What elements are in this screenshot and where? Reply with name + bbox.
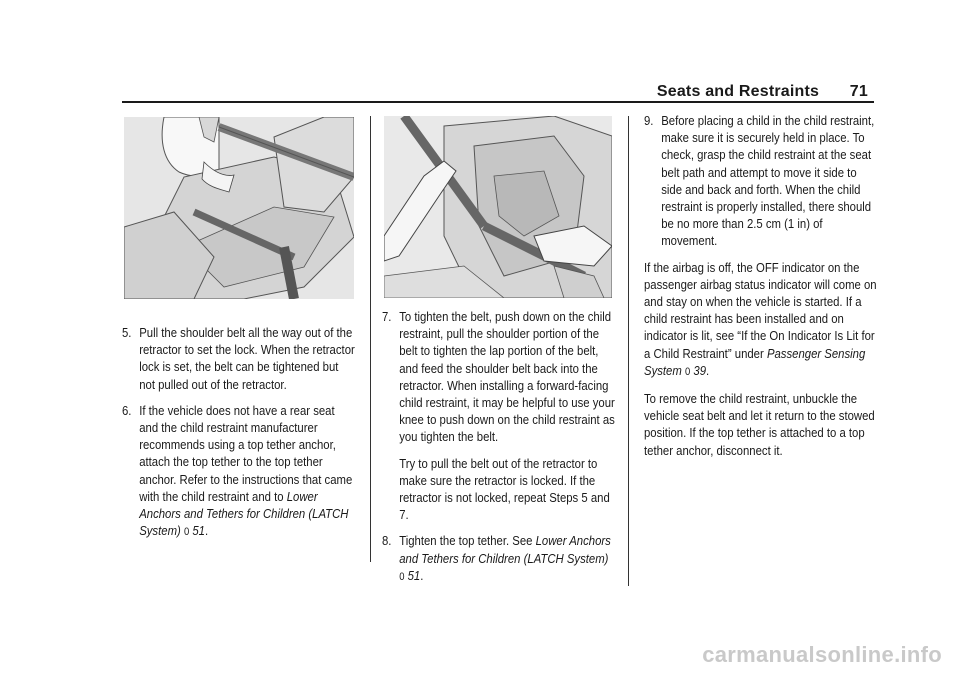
xref-latch-link[interactable]: Lower Anchors and Tethers for Children (LATCH System)	[399, 533, 611, 566]
page-ref-arrow-icon: 0	[183, 526, 190, 539]
page-number: 71	[849, 83, 868, 100]
header-rule	[122, 101, 874, 103]
xref-latch-link[interactable]: Lower Anchors and Tethers for Children (LATCH System)	[139, 488, 349, 539]
step-7: 7. To tighten the belt, push down on the child restraint, pull the shoulder portion of the belt to tighten the lap portion of the belt, and feed the shoulder belt back into the retractor. When installing a forward-facing child restraint, it may be helpful to use your knee to push down on the child restraint as you tighten the belt.	[382, 309, 615, 445]
figure-tighten-belt	[384, 116, 612, 298]
watermark: carmanualsonline.info	[702, 642, 942, 667]
step-7-continued: Try to pull the belt out of the retractor to make sure the retractor is locked. If the retractor is not locked, repeat Steps 5 and 7.	[399, 455, 610, 523]
xref-page[interactable]: 51	[407, 567, 421, 583]
xref-page[interactable]: 51	[192, 523, 205, 539]
figure-shoulder-belt-pull	[124, 117, 354, 299]
column-1	[122, 324, 356, 550]
xref-page[interactable]: 39	[693, 362, 707, 378]
column-divider-1	[370, 116, 371, 562]
page-header	[657, 83, 868, 101]
step-9: 9. Before placing a child in the child restraint, make sure it is securely held in place. To check, grasp the child restraint at the seat belt path and attempt to move it side to side and back and forth. When the child restraint is properly installed, there should be no more than 2.5 cm (1 in) of movement.	[644, 113, 875, 249]
xref-passenger-sensing-link[interactable]: Passenger Sensing System	[644, 345, 866, 378]
page-ref-arrow-icon: 0	[399, 570, 405, 583]
airbag-indicator-paragraph: If the airbag is off, the OFF indicator on the passenger airbag status indicator will come on and stay on when the vehicle is started. If a child restraint has been installed and on indicator is lit, see “If the On Indicator Is Lit for a Child Restraint” under Passenger Sensing System 0 39.	[644, 259, 877, 378]
page-ref-arrow-icon: 0	[684, 365, 691, 378]
section-title: Seats and Restraints	[656, 83, 820, 100]
step-6: 6. If the vehicle does not have a rear seat and the child restraint manufacturer recommends using a top tether anchor, attach the top tether to the top tether anchor. Refer to the instructions that came with the child restraint and to Lower Anchors and Tethers for Children (LATCH System) 0 51.	[122, 402, 353, 539]
column-divider-2	[628, 116, 629, 586]
remove-restraint-paragraph: To remove the child restraint, unbuckle the vehicle seat belt and let it return to the stowed position. If the top tether is attached to a top tether anchor, disconnect it.	[644, 391, 875, 458]
column-2	[382, 308, 616, 595]
step-5: 5. Pull the shoulder belt all the way out of the retractor to set the lock. When the retractor lock is set, the belt can be tightened but not pulled out of the retractor.	[122, 325, 355, 392]
column-3	[644, 112, 878, 468]
step-8: 8. Tighten the top tether. See Lower Anchors and Tethers for Children (LATCH System) 0 51.	[382, 533, 611, 583]
